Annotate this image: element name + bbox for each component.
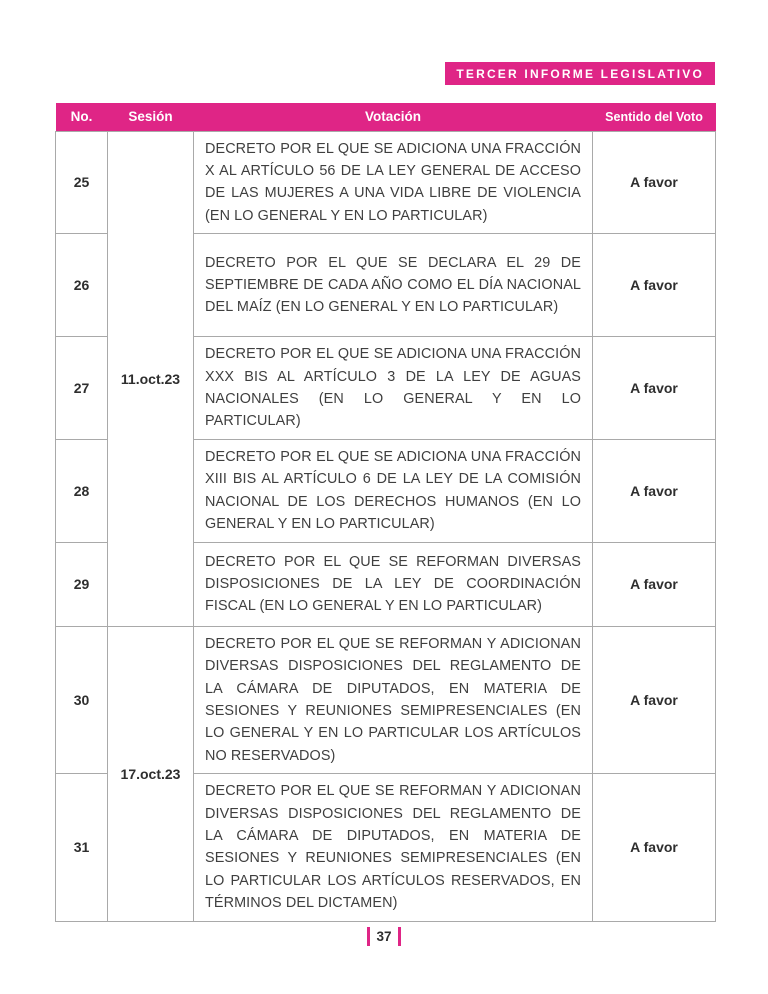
vote-number: 29	[56, 542, 108, 626]
votacion-text: DECRETO POR EL QUE SE ADICIONA UNA FRACCIÓN XXX BIS AL ARTÍCULO 3 DE LA LEY DE AGUAS NACIONALES (EN LO GENERAL Y EN LO PARTICULAR)	[194, 337, 593, 440]
report-title-banner: TERCER INFORME LEGISLATIVO	[445, 62, 715, 85]
votacion-text: DECRETO POR EL QUE SE DECLARA EL 29 DE SEPTIEMBRE DE CADA AÑO COMO EL DÍA NACIONAL DEL MAÍZ (EN LO GENERAL Y EN LO PARTICULAR)	[194, 234, 593, 337]
session-date: 17.oct.23	[108, 626, 194, 921]
votacion-text: DECRETO POR EL QUE SE REFORMAN Y ADICIONAN DIVERSAS DISPOSICIONES DEL REGLAMENTO DE LA CÁMARA DE DIPUTADOS, EN MATERIA DE SESIONES Y REUNIONES SEMIPRESENCIALES (EN LO PARTICULAR LOS ARTÍCULOS RESERVADOS, EN TÉRMINOS DEL DICTAMEN)	[194, 774, 593, 921]
page-number-value: 37	[376, 929, 392, 944]
votes-table-header	[56, 103, 716, 131]
vote-number: 28	[56, 439, 108, 542]
page-number	[0, 927, 768, 946]
vote-direction: A favor	[593, 626, 716, 773]
vote-row	[56, 131, 716, 234]
vote-number: 31	[56, 774, 108, 921]
column-header-sentido: Sentido del Voto	[593, 103, 716, 131]
votacion-text: DECRETO POR EL QUE SE REFORMAN DIVERSAS DISPOSICIONES DE LA LEY DE COORDINACIÓN FISCAL (EN LO GENERAL Y EN LO PARTICULAR)	[194, 542, 593, 626]
votacion-text: DECRETO POR EL QUE SE ADICIONA UNA FRACCIÓN XIII BIS AL ARTÍCULO 6 DE LA LEY DE LA COMISIÓN NACIONAL DE LOS DERECHOS HUMANOS (EN LO GENERAL Y EN LO PARTICULAR)	[194, 439, 593, 542]
vote-number: 30	[56, 626, 108, 773]
page-number-left-bar-icon	[367, 927, 370, 946]
column-header-sesion: Sesión	[108, 103, 194, 131]
column-header-votacion: Votación	[194, 103, 593, 131]
vote-direction: A favor	[593, 131, 716, 234]
vote-direction: A favor	[593, 542, 716, 626]
session-date: 11.oct.23	[108, 131, 194, 626]
vote-direction: A favor	[593, 337, 716, 440]
vote-direction: A favor	[593, 774, 716, 921]
vote-number: 26	[56, 234, 108, 337]
vote-row	[56, 626, 716, 773]
column-header-no: No.	[56, 103, 108, 131]
vote-number: 25	[56, 131, 108, 234]
votes-table	[55, 103, 716, 922]
vote-number: 27	[56, 337, 108, 440]
header-row	[56, 103, 716, 131]
vote-direction: A favor	[593, 439, 716, 542]
votacion-text: DECRETO POR EL QUE SE ADICIONA UNA FRACCIÓN X AL ARTÍCULO 56 DE LA LEY GENERAL DE ACCESO DE LAS MUJERES A UNA VIDA LIBRE DE VIOLENCIA (EN LO GENERAL Y EN LO PARTICULAR)	[194, 131, 593, 234]
vote-direction: A favor	[593, 234, 716, 337]
votes-body	[56, 131, 716, 921]
votacion-text: DECRETO POR EL QUE SE REFORMAN Y ADICIONAN DIVERSAS DISPOSICIONES DEL REGLAMENTO DE LA CÁMARA DE DIPUTADOS, EN MATERIA DE SESIONES Y REUNIONES SEMIPRESENCIALES (EN LO GENERAL Y EN LO PARTICULAR LOS ARTÍCULOS NO RESERVADOS)	[194, 626, 593, 773]
page-number-right-bar-icon	[398, 927, 401, 946]
